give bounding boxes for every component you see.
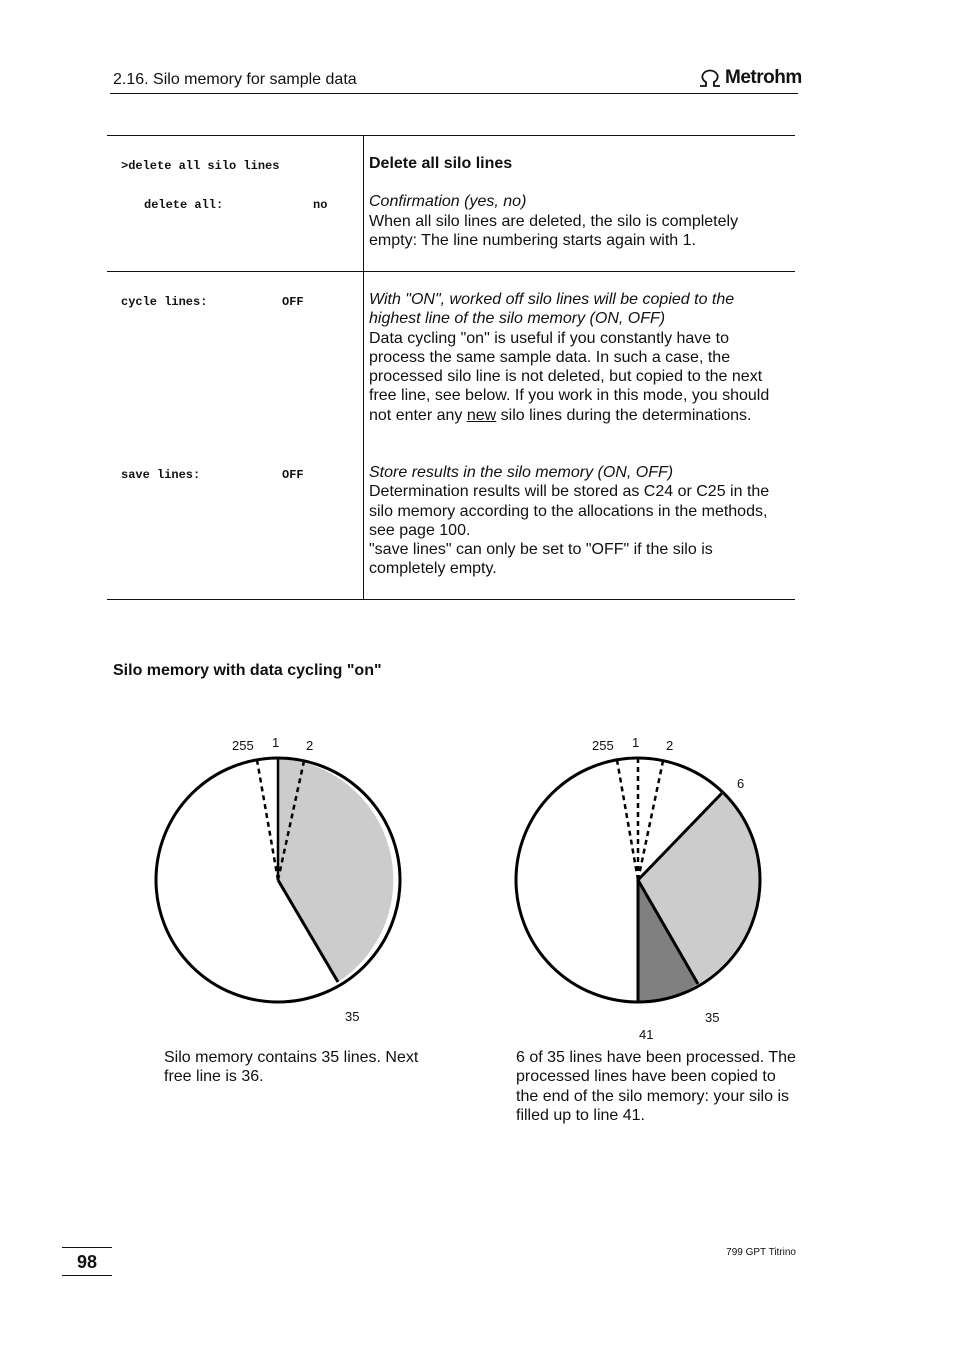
pie-right-caption: 6 of 35 lines have been processed. The processed lines have been copied to the end of the silo memory: your silo is filled up to line 41. [516, 1049, 796, 1124]
pie-label-35: 35 [345, 1009, 360, 1024]
pie-label-6: 6 [737, 776, 745, 791]
row-heading: Delete all silo lines [369, 155, 513, 172]
table-rule-top [107, 135, 795, 136]
pie-label-41: 41 [639, 1027, 654, 1042]
pie-left-caption: Silo memory contains 35 lines. Next free line is 36. [164, 1049, 419, 1086]
pie-line-255 [257, 760, 278, 880]
param-delete-all-lines: >delete all silo lines [121, 159, 280, 173]
table-rule-middle [107, 271, 795, 272]
brand-name: Metrohm [725, 67, 802, 88]
pie-label-1: 1 [272, 735, 280, 750]
underlined-word: new [466, 406, 497, 424]
pie-label-35: 35 [705, 1010, 720, 1025]
table-column-divider [363, 135, 364, 599]
page-number: 98 [76, 1252, 98, 1272]
row-subtitle: With "ON", worked off silo lines will be copied to the highest line of the silo memory (ON, OFF) [369, 291, 735, 328]
row-subtitle: Store results in the silo memory (ON, OFF) [369, 464, 674, 481]
pie-label-2: 2 [666, 738, 674, 753]
brand-logo [698, 67, 802, 89]
pie-label-255: 255 [232, 738, 254, 753]
param-cycle-lines-value: OFF [282, 295, 304, 309]
param-delete-all-label: delete all: [144, 198, 224, 212]
pie-label-2: 2 [306, 738, 314, 753]
row-text: When all silo lines are deleted, the silo is completely empty: The line numbering starts again with 1. [369, 212, 739, 249]
row-text: "save lines" can only be set to "OFF" if the silo is completely empty. [369, 541, 713, 578]
pie-slice-used [278, 758, 393, 982]
section-title: 2.16. Silo memory for sample data [113, 71, 357, 88]
header-rule [110, 93, 798, 94]
pie-right [510, 752, 768, 1008]
page-number-rule-top [62, 1247, 112, 1248]
param-save-lines-value: OFF [282, 468, 304, 482]
pie-label-1: 1 [632, 735, 640, 750]
row-description [369, 463, 789, 579]
omega-logo-icon [698, 69, 722, 87]
row-description [369, 154, 789, 250]
product-name: 799 GPT Titrino [726, 1247, 796, 1258]
row-subtitle: Confirmation (yes, no) [369, 193, 527, 211]
row-description [369, 290, 789, 425]
pie-left [150, 752, 408, 1008]
row-text: Determination results will be stored as C24 or C25 in the silo memory according to the allocations in the methods, see page 100. [369, 483, 770, 539]
pie-label-255: 255 [592, 738, 614, 753]
pie-line-255 [617, 760, 638, 880]
table-rule-bottom [107, 599, 795, 600]
figure-title: Silo memory with data cycling "on" [113, 662, 382, 679]
page-number-rule-bottom [62, 1275, 112, 1276]
param-delete-all-value: no [313, 198, 328, 212]
param-cycle-lines-label: cycle lines: [121, 295, 208, 309]
param-save-lines-label: save lines: [121, 468, 201, 482]
row-text: Data cycling "on" is useful if you constantly have to process the same sample data. In such a case, the processed silo line is not deleted, but copied to the next free line, see below. If you work in this mode, you should not enter any new silo lines during the determinations. [369, 329, 770, 424]
